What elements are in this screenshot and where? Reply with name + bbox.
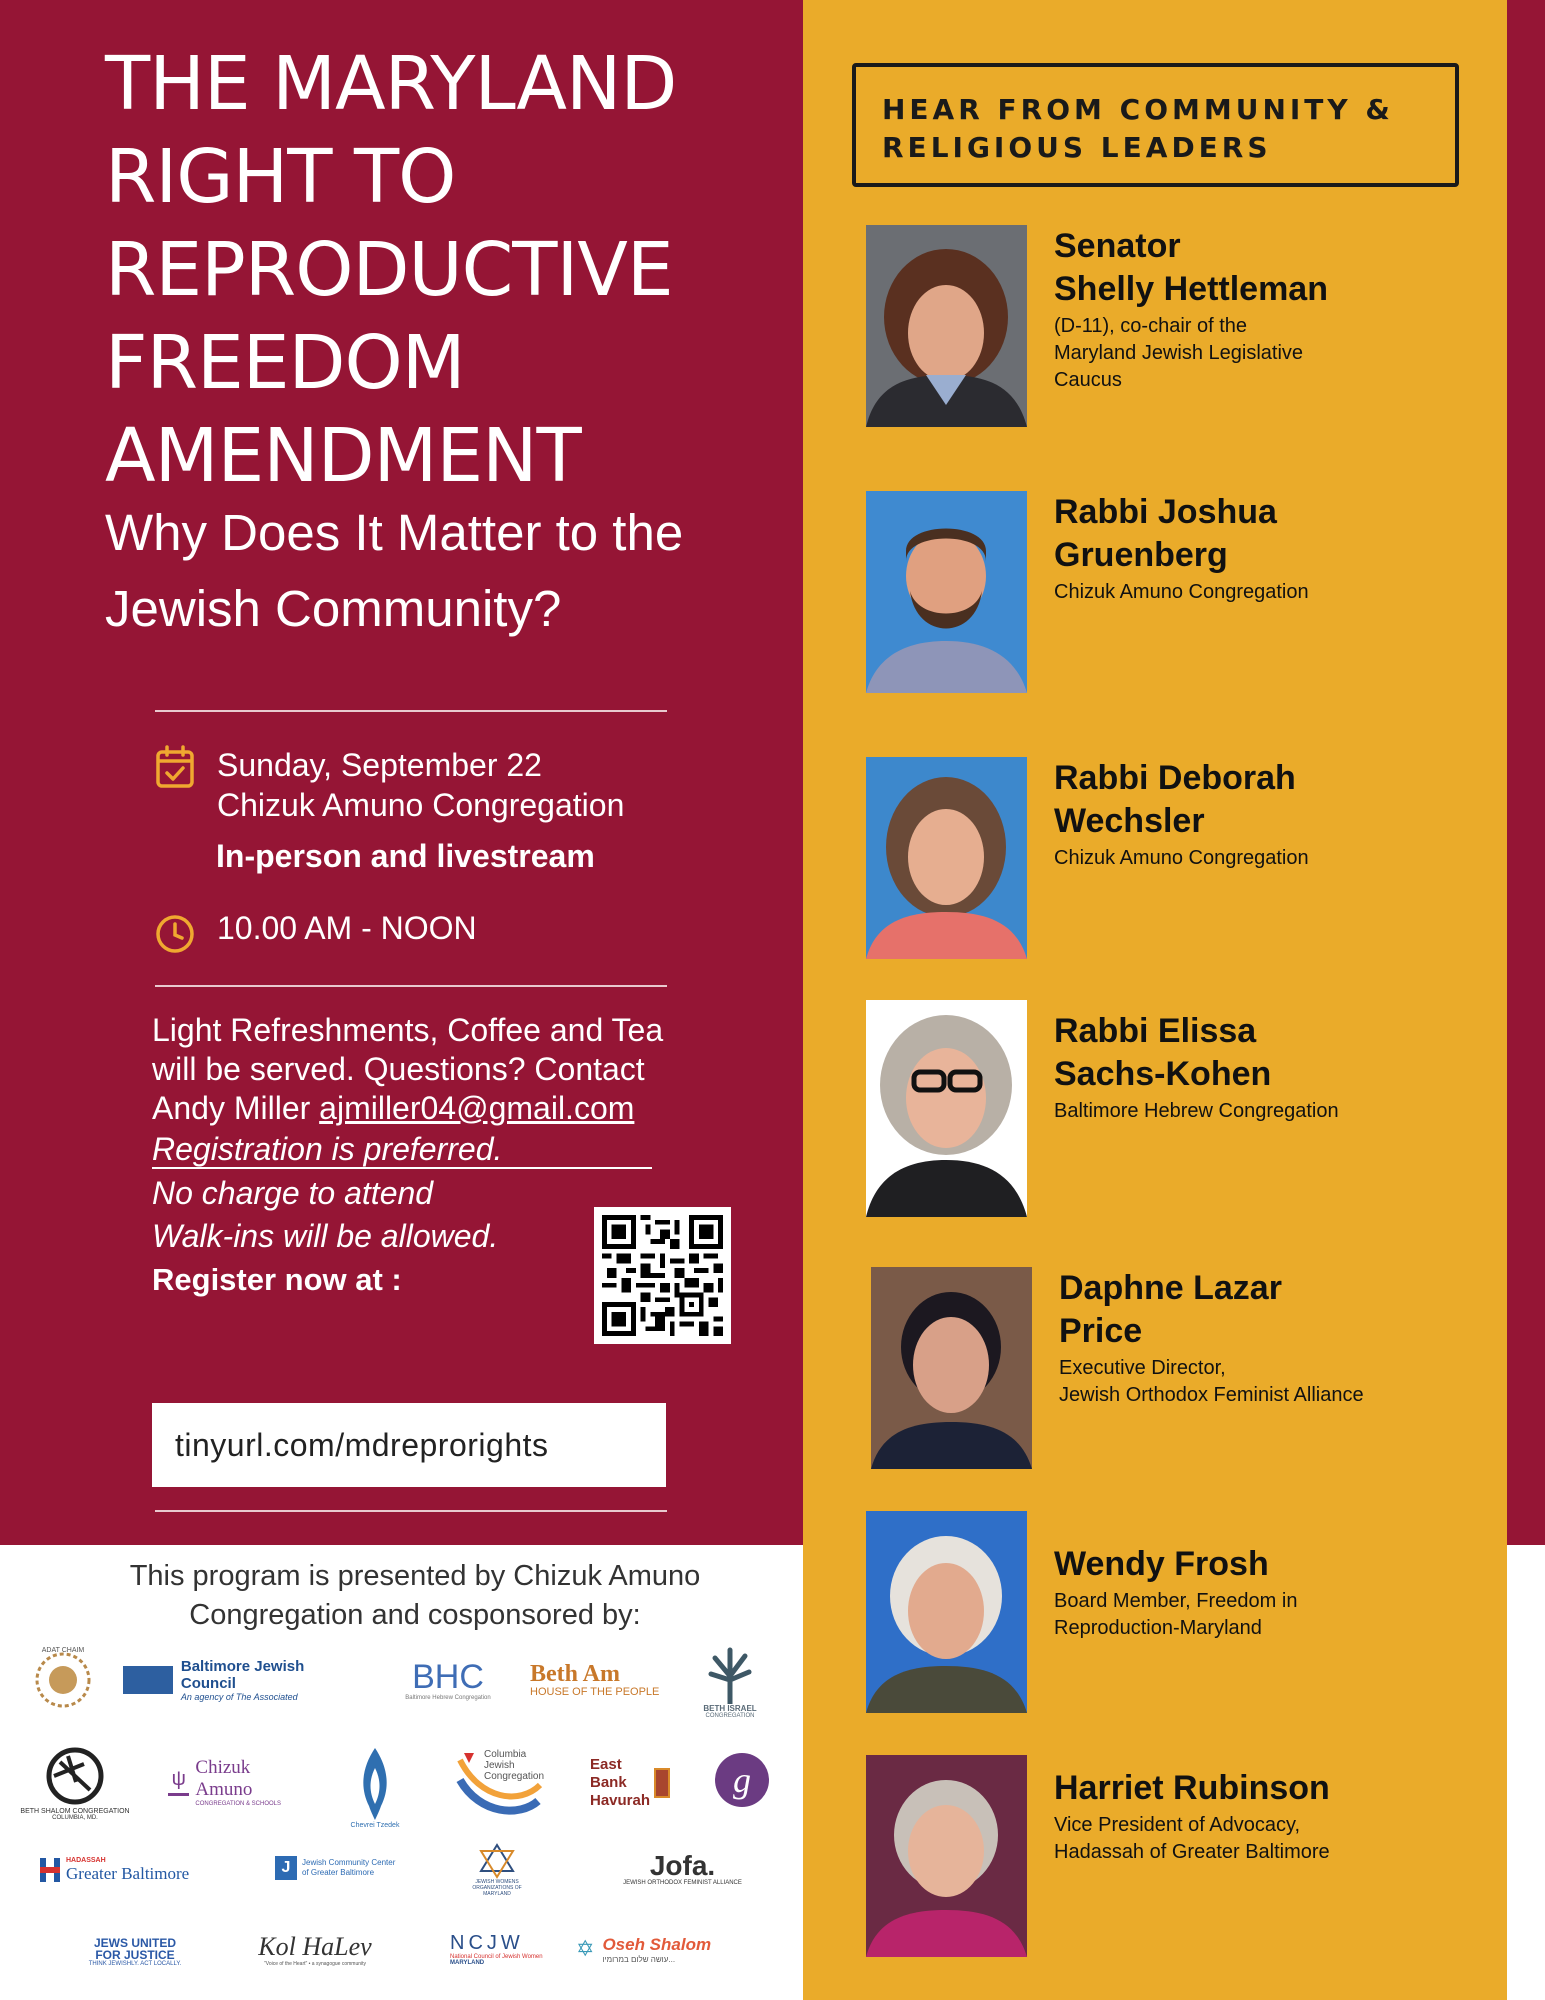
beth-shalom-sub: COLUMBIA, MD. <box>52 1814 98 1821</box>
columbia-jewish-name: Columbia Jewish Congregation <box>484 1749 545 1782</box>
speakers-header-line: HEAR FROM COMMUNITY & <box>882 93 1394 126</box>
beth-shalom-icon <box>40 1742 110 1808</box>
east-bank-line: East <box>590 1756 622 1773</box>
divider <box>155 1510 667 1512</box>
bjc-sub: An agency of The Associated <box>180 1692 298 1702</box>
title-line: REPRODUCTIVE <box>105 227 673 313</box>
event-time: 10.00 AM - NOON <box>217 910 477 946</box>
sponsor-logo-ncjw <box>450 1918 550 1980</box>
speaker-name: Senator Shelly Hettleman <box>1054 227 1328 308</box>
beth-israel-sub: CONGREGATION <box>705 1712 755 1719</box>
menorah-icon: ψ <box>168 1768 189 1796</box>
sponsor-logo-kol-halev <box>255 1928 375 1972</box>
title-line: THE MARYLAND <box>105 41 677 127</box>
bhc-name: BHC <box>412 1658 484 1696</box>
chevrei-tzedek-name: Chevrei Tzedek <box>350 1822 400 1829</box>
event-date-row <box>155 745 624 825</box>
jcc-j-icon: J <box>275 1856 297 1880</box>
ark-icon <box>654 1768 670 1798</box>
beth-am-name: Beth Am <box>530 1661 620 1687</box>
adat-chaim-text: ADAT CHAIM <box>41 1647 85 1654</box>
qr-code[interactable] <box>594 1207 731 1344</box>
juf-name: JEWS UNITED FOR JUSTICE <box>93 1936 176 1962</box>
oseh-shalom-sub: עושה שלום במרומיו... <box>602 1954 676 1964</box>
jofa-sub: JEWISH ORTHODOX FEMINIST ALLIANCE <box>623 1880 742 1886</box>
speaker-role: Chizuk Amuno Congregation <box>1054 581 1309 603</box>
east-bank-line: Havurah <box>590 1792 651 1809</box>
event-time-row <box>155 908 477 954</box>
presented-line: Congregation and cosponsored by: <box>189 1599 641 1631</box>
east-bank-line: Bank <box>590 1774 627 1791</box>
registration-url-link[interactable]: tinyurl.com/mdreprorights <box>152 1403 666 1487</box>
sponsor-logo-chevrei-tzedek <box>340 1740 410 1835</box>
star-icon: ✡ <box>576 1936 595 1961</box>
portrait-icon <box>866 1511 1027 1713</box>
sponsor-logo-beth-shalom <box>15 1735 135 1827</box>
speaker-photo <box>866 1511 1027 1713</box>
sponsor-logo-bhc <box>393 1655 503 1705</box>
divider <box>155 710 667 712</box>
star-of-david-icon <box>477 1843 517 1879</box>
details-line: will be served. Questions? Contact <box>152 1051 645 1087</box>
speaker-photo <box>866 1000 1027 1217</box>
event-date: Sunday, September 22 <box>217 747 542 783</box>
speaker-role: Executive Director, Jewish Orthodox Feminist Alliance <box>1059 1357 1364 1406</box>
event-format: In-person and livestream <box>216 838 595 874</box>
speaker-photo <box>866 491 1027 693</box>
title-line: AMENDMENT <box>105 413 581 499</box>
portrait-icon <box>866 491 1027 693</box>
jcc-name: Jewish Community Center <box>302 1858 396 1867</box>
chizuk-amuno-sub: CONGREGATION & SCHOOLS <box>195 1801 281 1807</box>
sponsor-logo-east-bank-havurah <box>590 1752 670 1814</box>
title-line: RIGHT TO <box>105 134 456 220</box>
contact-email-link[interactable]: ajmiller04@gmail.com <box>319 1090 635 1126</box>
sponsor-logo-jcc <box>275 1850 415 1886</box>
speaker-role: (D-11), co-chair of the Maryland Jewish Legislative Caucus <box>1054 315 1304 391</box>
speakers-header <box>852 63 1459 187</box>
sponsor-logo-g: g <box>715 1753 769 1807</box>
flyer-title <box>105 38 765 503</box>
qr-code-image <box>602 1215 723 1336</box>
right-edge-band <box>1507 0 1545 1545</box>
kol-halev-name: Kol HaLev <box>258 1932 372 1961</box>
hadassah-sub: Greater Baltimore <box>66 1863 190 1883</box>
no-charge-note: No charge to attend <box>152 1175 434 1211</box>
bjc-name: Baltimore Jewish Council <box>180 1658 305 1692</box>
sponsor-logo-chizuk-amuno <box>168 1757 308 1807</box>
portrait-icon <box>866 1755 1027 1957</box>
speaker-role: Chizuk Amuno Congregation <box>1054 847 1309 869</box>
speaker-name: Wendy Frosh <box>1054 1545 1269 1583</box>
speaker-role: Vice President of Advocacy, Hadassah of Greater Baltimore <box>1054 1814 1330 1863</box>
speaker-role: Baltimore Hebrew Congregation <box>1054 1100 1339 1122</box>
chizuk-amuno-name: Chizuk Amuno <box>195 1757 253 1800</box>
registration-text: Registration is preferred. <box>152 1131 652 1169</box>
details-text <box>152 1011 692 1128</box>
sponsor-logo-adat-chaim <box>28 1642 98 1720</box>
subtitle-line: Jewish Community? <box>105 580 562 637</box>
bjc-building-icon <box>123 1666 173 1694</box>
beth-shalom-name: BETH SHALOM CONGREGATION <box>20 1807 130 1815</box>
portrait-icon <box>866 1000 1027 1217</box>
speaker-photo <box>866 757 1027 959</box>
jcc-sub: of Greater Baltimore <box>302 1868 375 1877</box>
contact-name: Andy Miller <box>152 1090 320 1126</box>
ncjw-sub2: MARYLAND <box>450 1960 485 1966</box>
speaker-role: Board Member, Freedom in Reproduction-Maryland <box>1054 1590 1298 1639</box>
presented-by-text <box>60 1557 770 1635</box>
hadassah-name: HADASSAH <box>66 1856 106 1864</box>
clock-icon <box>155 914 195 954</box>
speaker-name: Rabbi Deborah Wechsler <box>1054 759 1296 840</box>
jofa-name: Jofa. <box>649 1850 716 1881</box>
registration-note <box>152 1131 652 1168</box>
contact-line <box>152 1089 692 1128</box>
speaker-photo <box>866 1755 1027 1957</box>
sponsor-logo-columbia-jewish <box>450 1745 545 1820</box>
calendar-check-icon <box>155 745 195 785</box>
speaker-name: Harriet Rubinson <box>1054 1769 1330 1807</box>
sponsor-logo-beth-am <box>530 1658 665 1702</box>
kol-halev-sub: "Voice of the Heart" • a synagogue community <box>263 1961 367 1967</box>
sponsor-logo-juf <box>75 1932 195 1972</box>
adat-chaim-icon <box>28 1642 98 1720</box>
walkins-note: Walk-ins will be allowed. <box>152 1218 499 1254</box>
speaker-photo <box>871 1267 1032 1469</box>
presented-line: This program is presented by Chizuk Amuno <box>129 1560 701 1592</box>
sponsor-logo-beth-israel <box>690 1638 770 1726</box>
beth-am-sub: HOUSE OF THE PEOPLE <box>530 1686 660 1698</box>
flyer-subtitle <box>105 495 785 647</box>
speaker-name: Rabbi Elissa Sachs-Kohen <box>1054 1012 1272 1093</box>
title-line: FREEDOM <box>105 320 465 406</box>
sponsor-logo-jofa <box>610 1848 755 1890</box>
bhc-sub: Baltimore Hebrew Congregation <box>405 1695 491 1701</box>
ncjw-name: NCJW <box>450 1932 524 1954</box>
ncjw-sub: National Council of Jewish Women <box>450 1954 543 1960</box>
register-now-label: Register now at : <box>152 1262 402 1297</box>
speaker-photo <box>866 225 1027 427</box>
event-venue: Chizuk Amuno Congregation <box>217 787 625 823</box>
sponsor-logo-hadassah <box>40 1852 210 1888</box>
beth-israel-name: BETH ISRAEL <box>703 1703 757 1713</box>
details-line: Light Refreshments, Coffee and Tea <box>152 1012 664 1048</box>
sponsor-logo-bjc <box>123 1660 363 1700</box>
hadassah-h-icon <box>40 1858 60 1882</box>
portrait-icon <box>866 225 1027 427</box>
portrait-icon <box>866 757 1027 959</box>
speaker-name: Rabbi Joshua Gruenberg <box>1054 493 1277 574</box>
jwo-name: JEWISH WOMENS ORGANIZATIONS OF MARYLAND <box>472 1879 522 1897</box>
subtitle-line: Why Does It Matter to the <box>105 504 684 561</box>
divider <box>155 985 667 987</box>
juf-sub: THINK JEWISHLY. ACT LOCALLY. <box>88 1961 182 1967</box>
portrait-icon <box>871 1267 1032 1469</box>
speaker-name: Daphne Lazar Price <box>1059 1269 1282 1350</box>
oseh-shalom-name: Oseh Shalom <box>602 1934 712 1954</box>
tree-icon <box>703 1646 757 1704</box>
sponsor-logo-oseh-shalom <box>576 1926 736 1972</box>
speakers-header-line: RELIGIOUS LEADERS <box>882 131 1272 164</box>
flame-icon <box>355 1746 395 1822</box>
sponsor-logo-jwo <box>462 1835 532 1905</box>
